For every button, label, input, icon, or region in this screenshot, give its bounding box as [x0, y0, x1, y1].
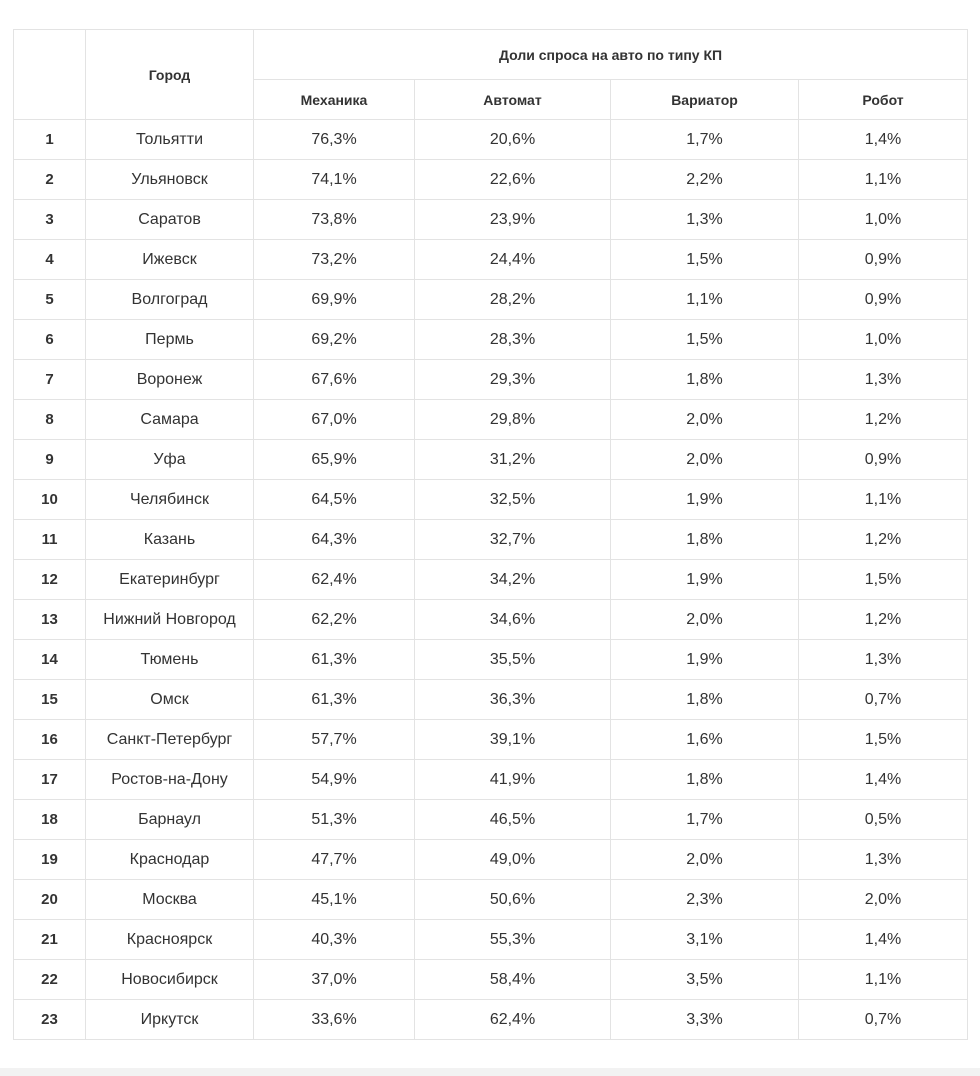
cell-cvt: 3,3% [611, 1000, 799, 1040]
header-cvt: Вариатор [611, 80, 799, 120]
cell-robot: 0,9% [799, 440, 968, 480]
cell-automatic: 34,6% [415, 600, 611, 640]
row-city: Новосибирск [86, 960, 254, 1000]
cell-automatic: 35,5% [415, 640, 611, 680]
row-city: Саратов [86, 200, 254, 240]
cell-cvt: 1,7% [611, 800, 799, 840]
row-index: 16 [14, 720, 86, 760]
row-index: 13 [14, 600, 86, 640]
cell-mechanics: 65,9% [254, 440, 415, 480]
table-row [14, 520, 968, 560]
cell-robot: 1,5% [799, 560, 968, 600]
header-group: Доли спроса на авто по типу КП [254, 30, 968, 80]
cell-mechanics: 74,1% [254, 160, 415, 200]
cell-robot: 1,0% [799, 320, 968, 360]
row-city: Екатеринбург [86, 560, 254, 600]
cell-mechanics: 76,3% [254, 120, 415, 160]
row-index: 8 [14, 400, 86, 440]
cell-cvt: 1,5% [611, 240, 799, 280]
cell-robot: 1,1% [799, 960, 968, 1000]
table-row [14, 560, 968, 600]
cell-automatic: 20,6% [415, 120, 611, 160]
cell-mechanics: 37,0% [254, 960, 415, 1000]
cell-automatic: 34,2% [415, 560, 611, 600]
cell-cvt: 3,1% [611, 920, 799, 960]
cell-automatic: 32,7% [415, 520, 611, 560]
cell-automatic: 46,5% [415, 800, 611, 840]
cell-cvt: 1,9% [611, 640, 799, 680]
cell-cvt: 1,9% [611, 480, 799, 520]
table-row [14, 360, 968, 400]
row-index: 11 [14, 520, 86, 560]
table-row [14, 160, 968, 200]
cell-mechanics: 62,4% [254, 560, 415, 600]
row-index: 4 [14, 240, 86, 280]
cell-robot: 1,2% [799, 400, 968, 440]
row-index: 21 [14, 920, 86, 960]
table-row [14, 400, 968, 440]
cell-robot: 1,4% [799, 920, 968, 960]
row-index: 7 [14, 360, 86, 400]
cell-mechanics: 45,1% [254, 880, 415, 920]
cell-mechanics: 61,3% [254, 680, 415, 720]
cell-robot: 1,0% [799, 200, 968, 240]
row-city: Нижний Новгород [86, 600, 254, 640]
cell-mechanics: 69,9% [254, 280, 415, 320]
row-city: Иркутск [86, 1000, 254, 1040]
cell-automatic: 23,9% [415, 200, 611, 240]
row-city: Самара [86, 400, 254, 440]
cell-automatic: 29,8% [415, 400, 611, 440]
table-row [14, 800, 968, 840]
cell-robot: 0,9% [799, 240, 968, 280]
cell-mechanics: 67,6% [254, 360, 415, 400]
cell-cvt: 2,0% [611, 400, 799, 440]
cell-mechanics: 73,8% [254, 200, 415, 240]
row-city: Ростов-на-Дону [86, 760, 254, 800]
table-body [14, 120, 968, 1040]
header-mechanics: Механика [254, 80, 415, 120]
cell-automatic: 32,5% [415, 480, 611, 520]
table-row [14, 840, 968, 880]
cell-mechanics: 47,7% [254, 840, 415, 880]
cell-mechanics: 57,7% [254, 720, 415, 760]
row-index: 14 [14, 640, 86, 680]
row-city: Ульяновск [86, 160, 254, 200]
row-city: Казань [86, 520, 254, 560]
row-city: Барнаул [86, 800, 254, 840]
row-index: 6 [14, 320, 86, 360]
table-row [14, 960, 968, 1000]
row-city: Краснодар [86, 840, 254, 880]
cell-cvt: 1,1% [611, 280, 799, 320]
cell-robot: 0,9% [799, 280, 968, 320]
row-city: Санкт-Петербург [86, 720, 254, 760]
row-index: 17 [14, 760, 86, 800]
cell-cvt: 1,8% [611, 520, 799, 560]
cell-mechanics: 69,2% [254, 320, 415, 360]
table-row [14, 1000, 968, 1040]
table-row [14, 920, 968, 960]
table-row [14, 880, 968, 920]
cell-robot: 1,4% [799, 760, 968, 800]
cell-mechanics: 33,6% [254, 1000, 415, 1040]
table-row [14, 680, 968, 720]
demand-table [13, 29, 968, 1040]
cell-cvt: 1,5% [611, 320, 799, 360]
row-city: Москва [86, 880, 254, 920]
table-row [14, 440, 968, 480]
cell-automatic: 36,3% [415, 680, 611, 720]
cell-automatic: 50,6% [415, 880, 611, 920]
row-index: 22 [14, 960, 86, 1000]
cell-robot: 0,7% [799, 680, 968, 720]
table-row [14, 240, 968, 280]
cell-cvt: 2,3% [611, 880, 799, 920]
cell-robot: 1,4% [799, 120, 968, 160]
cell-automatic: 49,0% [415, 840, 611, 880]
row-index: 15 [14, 680, 86, 720]
cell-cvt: 3,5% [611, 960, 799, 1000]
table-row [14, 280, 968, 320]
row-index: 3 [14, 200, 86, 240]
cell-automatic: 55,3% [415, 920, 611, 960]
header-robot: Робот [799, 80, 968, 120]
cell-mechanics: 73,2% [254, 240, 415, 280]
header-automatic: Автомат [415, 80, 611, 120]
cell-cvt: 1,7% [611, 120, 799, 160]
cell-robot: 1,3% [799, 840, 968, 880]
cell-robot: 2,0% [799, 880, 968, 920]
cell-cvt: 1,3% [611, 200, 799, 240]
table-row [14, 600, 968, 640]
row-index: 2 [14, 160, 86, 200]
row-city: Челябинск [86, 480, 254, 520]
cell-cvt: 2,0% [611, 840, 799, 880]
cell-robot: 1,3% [799, 360, 968, 400]
row-city: Воронеж [86, 360, 254, 400]
cell-cvt: 1,8% [611, 760, 799, 800]
row-index: 10 [14, 480, 86, 520]
row-index: 20 [14, 880, 86, 920]
cell-automatic: 28,3% [415, 320, 611, 360]
cell-automatic: 58,4% [415, 960, 611, 1000]
cell-cvt: 2,2% [611, 160, 799, 200]
row-index: 9 [14, 440, 86, 480]
cell-mechanics: 51,3% [254, 800, 415, 840]
cell-robot: 0,5% [799, 800, 968, 840]
header-row-group [14, 30, 968, 80]
table-row [14, 480, 968, 520]
row-index: 23 [14, 1000, 86, 1040]
row-index: 19 [14, 840, 86, 880]
cell-automatic: 22,6% [415, 160, 611, 200]
demand-table-container [13, 29, 967, 1040]
cell-cvt: 1,9% [611, 560, 799, 600]
row-city: Пермь [86, 320, 254, 360]
row-city: Омск [86, 680, 254, 720]
cell-automatic: 31,2% [415, 440, 611, 480]
table-row [14, 760, 968, 800]
cell-mechanics: 62,2% [254, 600, 415, 640]
cell-mechanics: 67,0% [254, 400, 415, 440]
table-row [14, 320, 968, 360]
cell-cvt: 1,6% [611, 720, 799, 760]
cell-automatic: 41,9% [415, 760, 611, 800]
header-city: Город [86, 30, 254, 120]
cell-mechanics: 54,9% [254, 760, 415, 800]
table-row [14, 120, 968, 160]
row-index: 12 [14, 560, 86, 600]
cell-mechanics: 61,3% [254, 640, 415, 680]
cell-mechanics: 40,3% [254, 920, 415, 960]
table-row [14, 640, 968, 680]
cell-mechanics: 64,5% [254, 480, 415, 520]
row-city: Ижевск [86, 240, 254, 280]
row-city: Красноярск [86, 920, 254, 960]
cell-robot: 0,7% [799, 1000, 968, 1040]
cell-cvt: 2,0% [611, 600, 799, 640]
cell-cvt: 2,0% [611, 440, 799, 480]
table-row [14, 200, 968, 240]
cell-cvt: 1,8% [611, 360, 799, 400]
table-row [14, 720, 968, 760]
row-index: 18 [14, 800, 86, 840]
cell-automatic: 39,1% [415, 720, 611, 760]
row-index: 1 [14, 120, 86, 160]
cell-mechanics: 64,3% [254, 520, 415, 560]
cell-robot: 1,1% [799, 480, 968, 520]
row-city: Волгоград [86, 280, 254, 320]
cell-robot: 1,5% [799, 720, 968, 760]
cell-robot: 1,2% [799, 600, 968, 640]
cell-automatic: 28,2% [415, 280, 611, 320]
cell-automatic: 24,4% [415, 240, 611, 280]
row-city: Тюмень [86, 640, 254, 680]
page-bottom-bar [0, 1068, 980, 1076]
cell-automatic: 62,4% [415, 1000, 611, 1040]
cell-robot: 1,3% [799, 640, 968, 680]
cell-robot: 1,2% [799, 520, 968, 560]
header-index [14, 30, 86, 120]
row-city: Тольятти [86, 120, 254, 160]
row-index: 5 [14, 280, 86, 320]
cell-cvt: 1,8% [611, 680, 799, 720]
cell-robot: 1,1% [799, 160, 968, 200]
row-city: Уфа [86, 440, 254, 480]
cell-automatic: 29,3% [415, 360, 611, 400]
